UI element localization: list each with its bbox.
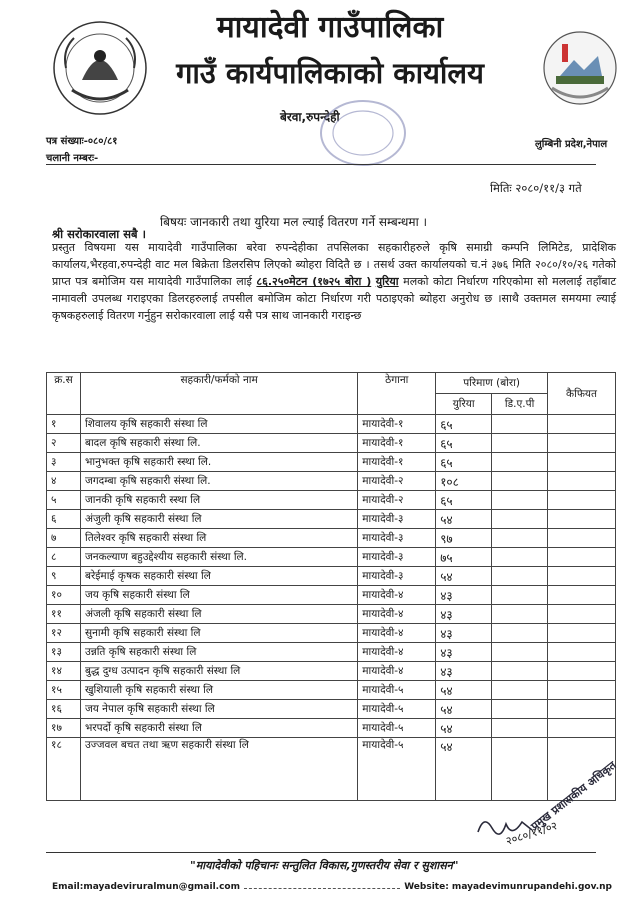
row-address: मायादेवी-१ — [358, 434, 436, 453]
row-dap — [492, 510, 548, 529]
row-name: सुनामी कृषि सहकारी संस्था लि — [80, 624, 357, 643]
header-name: सहकारी/फर्मको नाम — [80, 373, 357, 415]
row-name: भरपर्दो कृषि सहकारी संस्था लि — [80, 719, 357, 738]
signatory-title: प्रमुख प्रशासकीय अधिकृत — [528, 758, 619, 834]
row-dap — [492, 700, 548, 719]
row-urea: ६५ — [436, 415, 492, 434]
signature-date: २०८०/११/०२ — [504, 819, 559, 848]
row-dap — [492, 548, 548, 567]
row-address: मायादेवी-५ — [358, 700, 436, 719]
row-name: बादल कृषि सहकारी संस्था लि. — [80, 434, 357, 453]
row-sn: १६ — [47, 700, 81, 719]
row-sn: ५ — [47, 491, 81, 510]
row-urea: ६५ — [436, 434, 492, 453]
table-row — [47, 453, 616, 472]
row-name: अंजुली कृषि सहकारी संस्था लि — [80, 510, 357, 529]
row-urea: ४३ — [436, 662, 492, 681]
municipality-logo-icon — [540, 26, 620, 110]
row-name: अंजली कृषि सहकारी संस्था लि — [80, 605, 357, 624]
row-remarks — [548, 700, 616, 719]
footer-divider — [46, 852, 596, 853]
row-remarks — [548, 719, 616, 738]
footer-email: Email:mayadeviruralmun@gmail.com — [52, 882, 240, 892]
row-sn: १२ — [47, 624, 81, 643]
row-sn: १० — [47, 586, 81, 605]
table-row — [47, 681, 616, 700]
row-dap — [492, 681, 548, 700]
body-paragraph-1: प्रस्तुत विषयमा यस मायादेवी गाउँपालिका बरेवा रुपन्देहीका तपसिलका सहकारीहरुले कृषि समाग्री कम्पनि लिमिटेड, प्रादेशिक कार्यालय,भैरहवा,रुपन्देही वाट मल बिक्रेता डिलरसिप लिएको ब्योहरा विदितै छ । तसर्थ उक्त कार्यालयको च.नं ३७६ मिति २०८०/१०/२६ गतेको प्राप्त पत्र बमोजिम यस मायादेवी गाउँपालिका लाई — [52, 241, 616, 288]
row-sn: १३ — [47, 643, 81, 662]
addressee: श्री सरोकारवाला सबै । — [52, 227, 146, 241]
footer-contact — [52, 882, 612, 892]
row-address: मायादेवी-३ — [358, 529, 436, 548]
reference-number: पत्र संख्याः-०८०/८१ — [46, 136, 118, 147]
header-sn: क्र.स — [47, 373, 81, 415]
table-row — [47, 567, 616, 586]
row-address: मायादेवी-३ — [358, 510, 436, 529]
table-row — [47, 624, 616, 643]
row-remarks — [548, 567, 616, 586]
row-address: मायादेवी-१ — [358, 453, 436, 472]
row-remarks — [548, 453, 616, 472]
office-place: बेरवा,रुपन्देही — [280, 110, 340, 124]
row-name: जय कृषि सहकारी संस्था लि — [80, 586, 357, 605]
row-address: मायादेवी-४ — [358, 605, 436, 624]
table-row — [47, 415, 616, 434]
row-name: उज्जवल बचत तथा ऋण सहकारी संस्था लि — [80, 738, 357, 801]
urea-word: युरिया — [375, 275, 399, 288]
row-address: मायादेवी-५ — [358, 681, 436, 700]
letter-date: मितिः २०८०/११/३ गते — [490, 181, 582, 195]
row-remarks — [548, 624, 616, 643]
row-dap — [492, 586, 548, 605]
row-urea: १०८ — [436, 472, 492, 491]
row-dap — [492, 453, 548, 472]
nepal-emblem-icon — [52, 20, 148, 116]
letter-body — [52, 239, 616, 324]
office-title: गाउँ कार्यपालिकाको कार्यालय — [176, 56, 484, 90]
row-address: मायादेवी-३ — [358, 548, 436, 567]
table-row — [47, 472, 616, 491]
row-name: तिलेश्वर कृषि सहकारी संस्था लि — [80, 529, 357, 548]
row-dap — [492, 643, 548, 662]
row-name: जगदम्बा कृषि सहकारी संस्था लि. — [80, 472, 357, 491]
row-name: शिवालय कृषि सहकारी संस्था लि — [80, 415, 357, 434]
row-urea: ९७ — [436, 529, 492, 548]
row-name: बुद्ध दुग्ध उत्पादन कृषि सहकारी संस्था लि — [80, 662, 357, 681]
municipality-title: मायादेवी गाउँपालिका — [216, 10, 444, 45]
row-dap — [492, 567, 548, 586]
row-address: मायादेवी-४ — [358, 643, 436, 662]
table-row — [47, 662, 616, 681]
row-address: मायादेवी-५ — [358, 719, 436, 738]
header-divider — [46, 164, 596, 165]
header-address: ठेगाना — [358, 373, 436, 415]
table-row — [47, 510, 616, 529]
row-dap — [492, 719, 548, 738]
table-row — [47, 548, 616, 567]
row-remarks — [548, 529, 616, 548]
body-paragraph-2: मलको कोटा निर्धारण गरिएकोमा सो मललाई तहाँबाट नामावली उपलब्ध गराइएका डिलरहरुलाई तपसील बमोजिम कोटा निर्धारण गरी पठाइएको ब्योहरा अनुरोध छ ।साथै उक्तमल समयमा ल्याई कृषकहरुलाई वितरण गर्नुहुन सरोकारवाला लाई यसै पत्र साथ जानकारी गराइन्छ — [52, 275, 616, 322]
table-row — [47, 434, 616, 453]
table-row — [47, 605, 616, 624]
table-row — [47, 719, 616, 738]
row-sn: ४ — [47, 472, 81, 491]
row-sn: ६ — [47, 510, 81, 529]
row-name: उन्नति कृषि सहकारी संस्था लि — [80, 643, 357, 662]
row-urea: ४३ — [436, 624, 492, 643]
table-row — [47, 700, 616, 719]
row-name: बरेईमाई कृषक सहकारी संस्था लि — [80, 567, 357, 586]
row-remarks — [548, 662, 616, 681]
row-name: भानुभक्त कृषि सहकारी स्स्था लि. — [80, 453, 357, 472]
row-urea: ४३ — [436, 643, 492, 662]
letter-subject: बिषयः जानकारी तथा युरिया मल ल्याई वितरण गर्ने सम्बन्धमा । — [160, 215, 428, 229]
row-remarks — [548, 548, 616, 567]
row-dap — [492, 415, 548, 434]
row-address: मायादेवी-१ — [358, 415, 436, 434]
row-remarks — [548, 605, 616, 624]
row-sn: १५ — [47, 681, 81, 700]
row-dap — [492, 491, 548, 510]
row-dap — [492, 738, 548, 801]
dealer-quota-table — [46, 372, 616, 801]
office-stamp — [318, 98, 408, 168]
footer-motto: "मायादेवीको पहिचानः सन्तुलित विकास,गुणस्तरीय सेवा र सुशासन" — [190, 859, 459, 872]
row-sn: १७ — [47, 719, 81, 738]
row-urea: ५४ — [436, 719, 492, 738]
header-urea: युरिया — [436, 394, 492, 415]
row-address: मायादेवी-४ — [358, 662, 436, 681]
table-row — [47, 643, 616, 662]
table-row — [47, 491, 616, 510]
row-name: जानकी कृषि सहकारी स्स्था लि — [80, 491, 357, 510]
row-remarks — [548, 643, 616, 662]
row-address: मायादेवी-४ — [358, 624, 436, 643]
row-dap — [492, 624, 548, 643]
row-urea: ७५ — [436, 548, 492, 567]
row-urea: ४३ — [436, 605, 492, 624]
row-sn: ३ — [47, 453, 81, 472]
row-sn: ७ — [47, 529, 81, 548]
row-remarks — [548, 415, 616, 434]
row-dap — [492, 662, 548, 681]
row-dap — [492, 605, 548, 624]
row-sn: ९ — [47, 567, 81, 586]
footer-dashes — [244, 882, 400, 889]
row-urea: ६५ — [436, 453, 492, 472]
row-address: मायादेवी-२ — [358, 472, 436, 491]
row-sn: ११ — [47, 605, 81, 624]
row-remarks — [548, 681, 616, 700]
row-address: मायादेवी-३ — [358, 567, 436, 586]
header-quantity: परिमाण (बोरा) — [436, 373, 548, 394]
row-remarks — [548, 586, 616, 605]
dispatch-number: चलानी नम्बरः- — [46, 153, 99, 164]
header-dap: डि.ए.पी — [492, 394, 548, 415]
row-urea: ५४ — [436, 700, 492, 719]
row-sn: ८ — [47, 548, 81, 567]
row-address: मायादेवी-५ — [358, 738, 436, 801]
row-remarks — [548, 472, 616, 491]
table-row — [47, 529, 616, 548]
row-name: जनकल्याण बहुउद्देश्यीय सहकारी संस्था लि. — [80, 548, 357, 567]
row-urea: ५४ — [436, 567, 492, 586]
row-dap — [492, 472, 548, 491]
row-address: मायादेवी-२ — [358, 491, 436, 510]
quantity-highlight: ८६.२५०मेटन (१७२५ बोरा ) — [256, 275, 372, 288]
row-sn: १८ — [47, 738, 81, 801]
row-name: खुशियाली कृषि सहकारी संस्था लि — [80, 681, 357, 700]
header-remarks: कैफियत — [548, 373, 616, 415]
row-urea: ४३ — [436, 586, 492, 605]
row-remarks — [548, 491, 616, 510]
row-name: जय नेपाल कृषि सहकारी संस्था लि — [80, 700, 357, 719]
row-dap — [492, 434, 548, 453]
table-row — [47, 586, 616, 605]
row-urea: ६५ — [436, 491, 492, 510]
row-sn: १४ — [47, 662, 81, 681]
province-label: लुम्बिनी प्रदेश,नेपाल — [535, 139, 608, 150]
row-address: मायादेवी-४ — [358, 586, 436, 605]
table-row — [47, 738, 616, 801]
row-remarks — [548, 434, 616, 453]
footer-website: Website: mayadevimunrupandehi.gov.np — [404, 882, 612, 892]
row-urea: ५४ — [436, 510, 492, 529]
row-sn: १ — [47, 415, 81, 434]
row-remarks — [548, 510, 616, 529]
row-sn: २ — [47, 434, 81, 453]
row-urea: ५४ — [436, 738, 492, 801]
row-dap — [492, 529, 548, 548]
row-urea: ५४ — [436, 681, 492, 700]
